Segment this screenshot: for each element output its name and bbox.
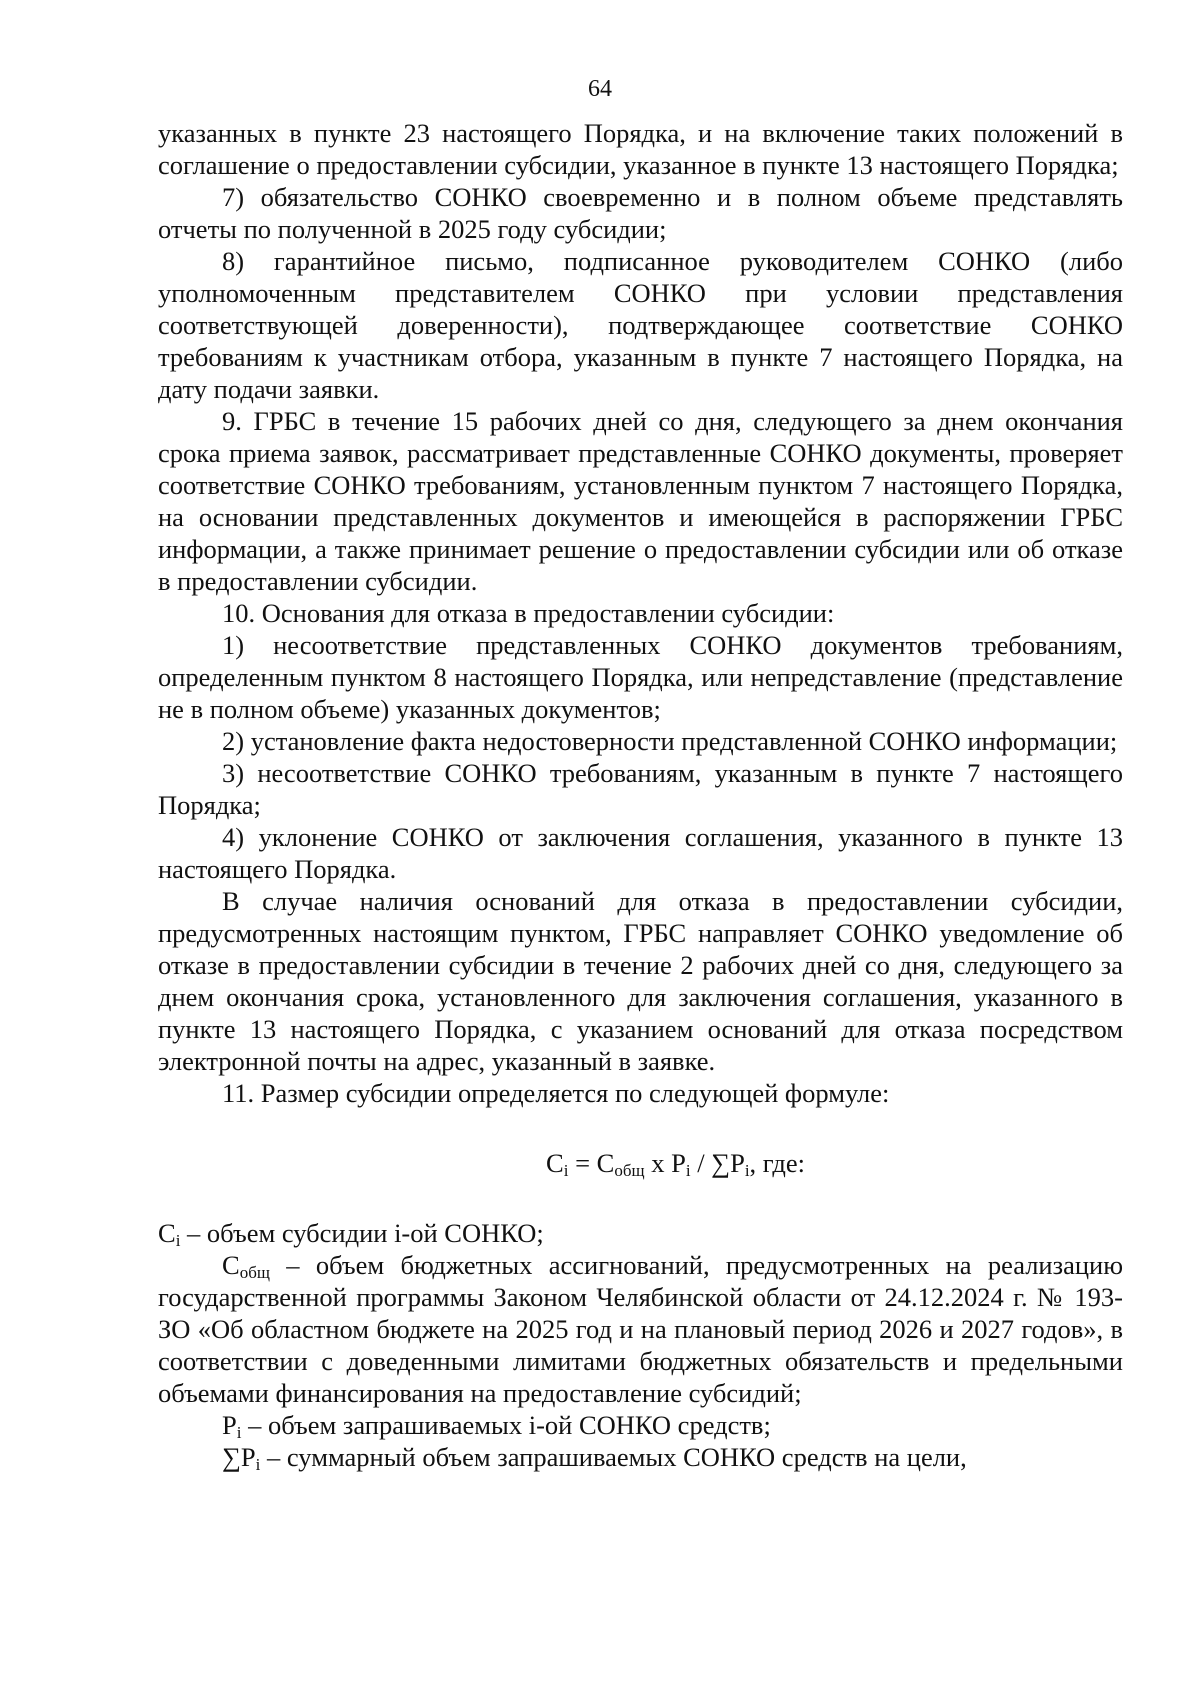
subsidy-formula: $C_i = C_{общ}$ x $P_i / \sum P_i$, где:	[546, 1148, 805, 1180]
list-item-8: 8) гарантийное письмо, подписанное руководителем СОНКО (либо уполномоченным представителем СОНКО при условии представления соответствующей доверенности), подтверждающее соответствие СОНКО требованиям к участникам отбора, указанным в пункте 7 настоящего Порядка, на дату подачи заявки.	[158, 246, 1123, 404]
refusal-ground-3: 3) несоответствие СОНКО требованиям, указанным в пункте 7 настоящего Порядка;	[158, 758, 1123, 820]
clause-10-heading: 10. Основания для отказа в предоставлении субсидии:	[222, 598, 835, 628]
refusal-ground-1: 1) несоответствие представленных СОНКО документов требованиям, определенным пунктом 8 настоящего Порядка, или непредставление (представление не в полном объеме) указанных документов;	[158, 630, 1123, 724]
clause-9: 9. ГРБС в течение 15 рабочих дней со дня, следующего за днем окончания срока приема заявок, рассматривает представленные СОНКО документы, проверяет соответствие СОНКО требованиям, установленным пунктом 7 настоящего Порядка, на основании представленных документов и имеющейся в распоряжении ГРБС информации, а также принимает решение о предоставлении субсидии или об отказе в предоставлении субсидии.	[158, 406, 1123, 596]
refusal-ground-2: 2) установление факта недостоверности представленной СОНКО информации;	[222, 726, 1118, 756]
definition-cobsh: $C_{общ}$ – объем бюджетных ассигнований, предусмотренных на реализацию государственной программы Законом Челябинской области от 24.12.2024 г. № 193-ЗО «Об областном бюджете на 2025 год и на плановый период 2026 и 2027 годов», в соответствии с доведенными лимитами бюджетных обязательств и предельными объемами финансирования на предоставление субсидий;	[158, 1250, 1123, 1408]
definition-sum-pi: $\sum P_i$ – суммарный объем запрашиваемых СОНКО средств на цели,	[222, 1442, 967, 1474]
refusal-ground-4: 4) уклонение СОНКО от заключения соглашения, указанного в пункте 13 настоящего Порядка.	[158, 822, 1123, 884]
clause-11-heading: 11. Размер субсидии определяется по следующей формуле:	[222, 1078, 890, 1108]
list-item-7: 7) обязательство СОНКО своевременно и в полном объеме представлять отчеты по полученной в 2025 году субсидии;	[158, 182, 1123, 244]
paragraph-continuation: указанных в пункте 23 настоящего Порядка, и на включение таких положений в соглашение о предоставлении субсидии, указанное в пункте 13 настоящего Порядка;	[158, 118, 1123, 180]
document-body	[158, 117, 1123, 1473]
definition-ci: $C_i$ – объем субсидии i-ой СОНКО;	[158, 1218, 544, 1250]
page-number: 64	[588, 76, 612, 102]
refusal-notice-paragraph: В случае наличия оснований для отказа в предоставлении субсидии, предусмотренных настоящим пунктом, ГРБС направляет СОНКО уведомление об отказе в предоставлении субсидии в течение 2 рабочих дней со дня, следующего за днем окончания срока, установленного для заключения соглашения, указанного в пункте 13 настоящего Порядка, с указанием оснований для отказа посредством электронной почты на адрес, указанный в заявке.	[158, 886, 1123, 1076]
definition-pi: $P_i$ – объем запрашиваемых i-ой СОНКО средств;	[222, 1410, 771, 1442]
